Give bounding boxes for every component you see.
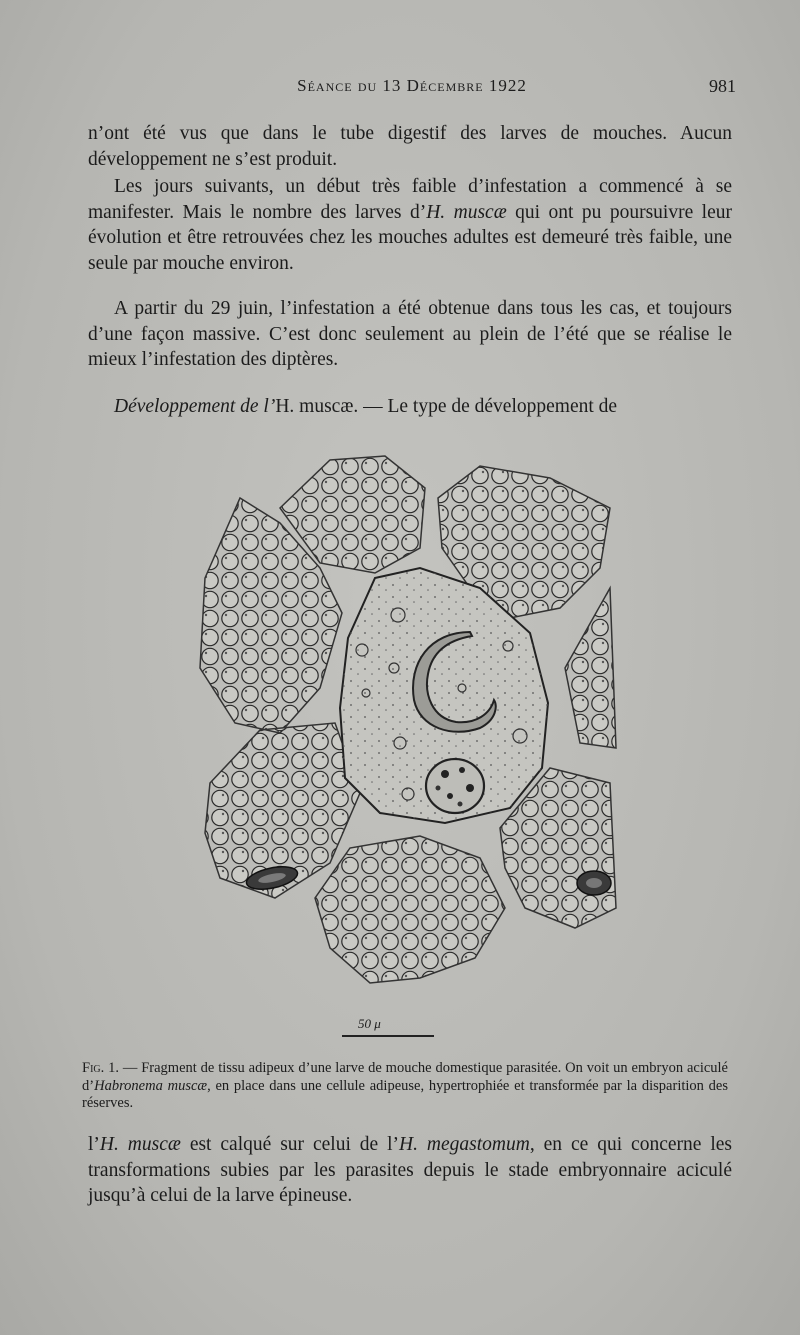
paragraph-5-species-1: H. muscæ [99,1134,181,1155]
paragraph-2-text-a: Les jours suivants, un début très faible d’infestation a commencé à se manifester. Mais le nombre des larves d’ [88,176,732,223]
paragraph-1 [88,121,732,172]
fat-cell-group-bottom [315,836,505,983]
page-header [88,76,736,102]
running-head: Séance du 13 Décembre 1922 [297,76,527,95]
paragraph-3-text: A partir du 29 juin, l’infestation a été obtenue dans tous les cas, et toujours d’une façon massive. C’est donc seulement au plein de l’été que se réalise le mieux l’infestation des diptères. [88,298,732,370]
paragraph-2-species: H. muscæ [426,201,507,223]
scale-label: 50 μ [358,1016,381,1031]
fat-cell-group-right [565,588,616,748]
figure-caption [82,1060,728,1113]
paragraph-5 [88,1132,732,1209]
scale-line [342,1035,434,1037]
paragraph-5-text-b: est calqué sur celui de l’ [180,1134,400,1155]
caption-text-b: , en place dans une cellule adipeuse, hypertrophiée et transformée par la disparition des réserves. [82,1077,728,1111]
caption-species: Habronema muscæ [94,1077,208,1094]
paragraph-5-text-a: l’ [88,1134,100,1155]
caption-text-a: — Fragment de tissu adipeux d’une larve de mouche domestique parasitée. On voit un embryon aciculé d’ [82,1060,728,1094]
figure-label: Fig. 1. [82,1060,119,1076]
cell-nucleus [426,759,484,813]
fat-tissue-figure [180,438,630,998]
paragraph-2-text-b: qui ont pu poursuivre leur évolution et être retrouvées chez les mouches adultes est demeuré très faible, une seule par mouche environ. [88,201,733,274]
section-title-genus: H. muscæ. [275,396,359,417]
paragraph-4 [88,394,732,420]
paragraph-2 [88,174,732,276]
scale-bar [338,1016,438,1040]
paragraph-1-text: n’ont été vus que dans le tube digestif des larves de mouches. Aucun développement ne s’est produit. [88,123,732,170]
page-number: 981 [709,76,736,96]
paragraph-5-species-2: H. megastomum [399,1134,530,1155]
paragraph-4-text: — Le type de développement de [358,396,618,417]
section-title: Développement de l’ [114,396,276,417]
paragraph-5-text-c: , en ce qui concerne les transformations subies par les parasites depuis le stade embryonnaire aciculé jusqu’à celui de la larve épineuse. [88,1134,732,1206]
paragraph-3 [88,296,732,373]
